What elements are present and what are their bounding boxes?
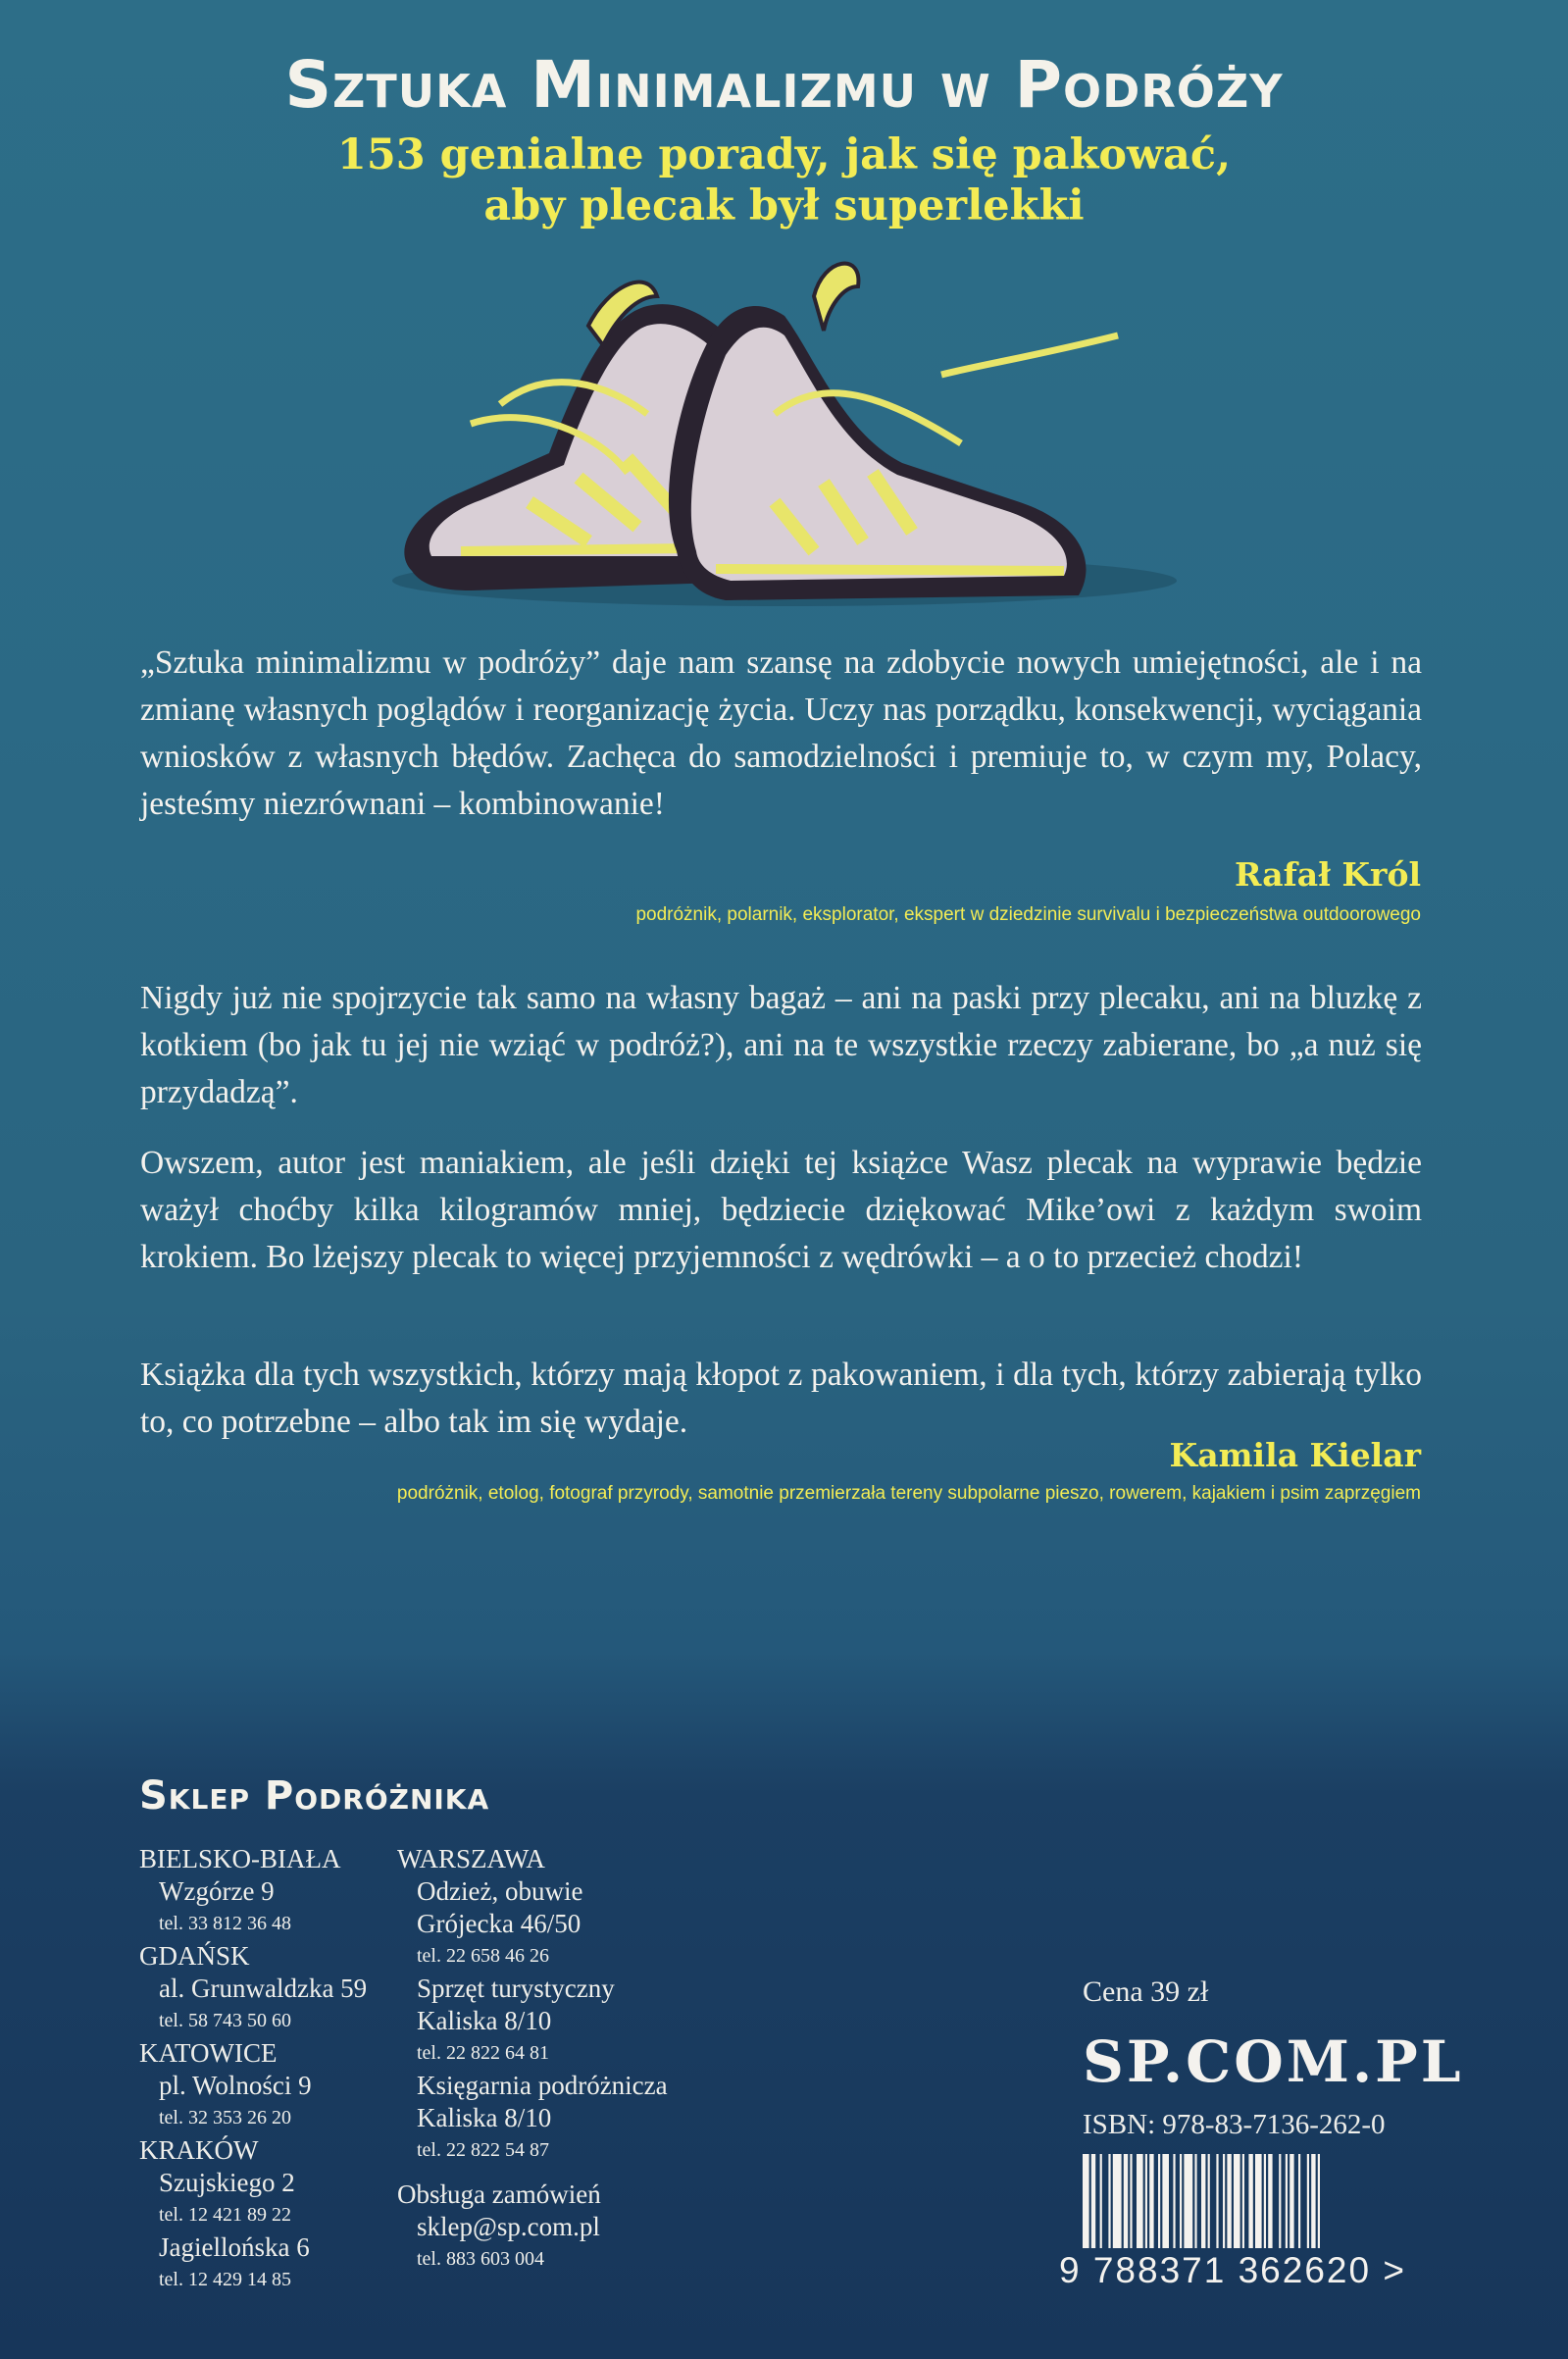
shop-name: Sprzęt turystyczny: [417, 1974, 615, 2003]
city-name: KRAKÓW: [139, 2135, 259, 2165]
barcode-icon: [1081, 2154, 1424, 2248]
subtitle-line-1: 153 genialne porady, jak się pakować,: [336, 130, 1232, 179]
shop-phone: tel. 33 812 36 48: [159, 1913, 291, 1934]
review-author-name: Kamila Kielar: [1169, 1436, 1421, 1474]
shop-address: Grójecka 46/50: [417, 1909, 582, 1938]
shop-name: Księgarnia podróżnicza: [417, 2071, 668, 2100]
shop-locations-column-2: [397, 1843, 668, 2276]
orders-label: Obsługa zamówień: [397, 2180, 601, 2209]
shop-address: Szujskiego 2: [159, 2168, 295, 2197]
review-paragraph-3: Książka dla tych wszystkich, którzy mają kłopot z pakowaniem, i dla tych, którzy zabierają tylko to, co potrzebne – albo tak im się wydaje.: [140, 1357, 1422, 1440]
review-author-role: podróżnik, etolog, fotograf przyrody, samotnie przemierzała tereny subpolarne pieszo, rowerem, kajakiem i psim zaprzęgiem: [396, 1483, 1421, 1504]
shop-phone: tel. 22 822 64 81: [417, 2042, 549, 2064]
review-author-role: podróżnik, polarnik, eksplorator, ekspert w dziedzinie survivalu i bezpieczeństwa outdoorowego: [635, 904, 1421, 925]
shop-phone: tel. 58 743 50 60: [159, 2010, 291, 2031]
shop-locations-column-1: [139, 1843, 367, 2296]
review-paragraph-1: Nigdy już nie spojrzycie tak samo na własny bagaż – ani na paski przy plecaku, ani na bluzkę z kotkiem (bo jak tu jej nie wziąć w podróż?), ani na te wszystkie rzeczy zabierane, bo „a nuż się przydadzą”.: [140, 980, 1422, 1110]
shop-phone: tel. 22 822 54 87: [417, 2139, 549, 2161]
shop-name: Odzież, obuwie: [417, 1876, 583, 1906]
shop-phone: tel. 22 658 46 26: [417, 1945, 549, 1967]
city-name: BIELSKO-BIAŁA: [139, 1844, 341, 1873]
city-name: KATOWICE: [139, 2038, 278, 2068]
review-rafal-krol-text: „Sztuka minimalizmu w podróży” daje nam szansę na zdobycie nowych umiejętności, ale i na zmianę własnych poglądów i reorganizację życia. Uczy nas porządku, konsekwencji, wyciągania wniosków z własnych błędów. Zachęca do samodzielności i premiuje to, w czym my, Polacy, jesteśmy niezrównani – kombinowanie!: [140, 644, 1422, 822]
shop-phone: tel. 32 353 26 20: [159, 2107, 291, 2128]
shop-phone: tel. 12 421 89 22: [159, 2204, 291, 2226]
orders-phone: tel. 883 603 004: [417, 2248, 544, 2270]
city-name: WARSZAWA: [397, 1844, 545, 1873]
shop-address: Kaliska 8/10: [417, 2006, 552, 2035]
website-url: SP.COM.PL: [1083, 2028, 1464, 2095]
price-label: Cena 39 zł: [1083, 1975, 1209, 2008]
review-paragraph-2: Owszem, autor jest maniakiem, ale jeśli dzięki tej książce Wasz plecak na wyprawie będzie ważył choćby kilka kilogramów mniej, będziecie dziękować Mike’owi z każdym swoim krokiem. Bo lżejszy plecak to więcej przyjemności z wędrówki – a o to przecież chodzi!: [140, 1145, 1422, 1275]
review-author-name: Rafał Król: [1235, 855, 1421, 894]
subtitle-line-2: aby plecak był superlekki: [483, 181, 1085, 231]
sneakers-illustration-icon: [353, 257, 1236, 620]
shop-address: Wzgórze 9: [159, 1876, 275, 1906]
shop-address: Kaliska 8/10: [417, 2103, 552, 2132]
barcode-digits: 9 788371 362620 >: [1059, 2250, 1406, 2290]
shop-address: Jagiellońska 6: [159, 2232, 310, 2262]
shop-address: al. Grunwaldzka 59: [159, 1974, 368, 2003]
shop-address: pl. Wolności 9: [159, 2071, 312, 2100]
shop-title: Sklep Podróżnika: [139, 1773, 490, 1819]
orders-email: sklep@sp.com.pl: [417, 2212, 600, 2241]
book-subtitle: [0, 129, 1568, 231]
isbn-number: ISBN: 978-83-7136-262-0: [1083, 2109, 1386, 2140]
city-name: GDAŃSK: [139, 1941, 250, 1971]
shop-phone: tel. 12 429 14 85: [159, 2269, 291, 2290]
book-title: Sztuka Minimalizmu w Podróży: [284, 47, 1284, 123]
